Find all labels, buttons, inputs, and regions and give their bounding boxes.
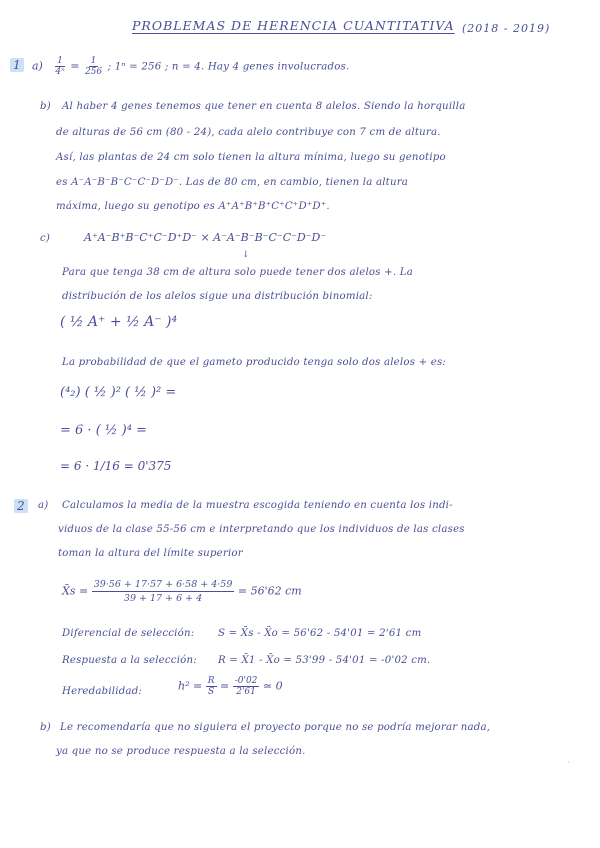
p1a-text: ; 1ⁿ = 256 ; n = 4. Hay 4 genes involucrados. (107, 61, 350, 73)
p1c-step-1: (⁴₂) ( ½ )² ( ½ )² = (60, 385, 177, 400)
p2a-line-1: Calculamos la media de la muestra escogida teniendo en cuenta los indi- (62, 500, 453, 511)
p2a-line-2: viduos de la clase 55-56 cm e interpretando que los individuos de las clases (58, 524, 465, 535)
p1c-step-2: = 6 · ( ½ )⁴ = (60, 423, 147, 438)
selection-differential-label: Diferencial de selección: (62, 628, 195, 639)
selection-response-eq: R = X̄1 - X̄o = 53'99 - 54'01 = -0'02 cm. (218, 655, 431, 666)
p1c-label: c) (40, 233, 51, 244)
p1c-step-3: = 6 · 1/16 = 0'375 (60, 459, 172, 473)
p1b-line-4: es A⁻A⁻B⁻B⁻C⁻C⁻D⁻D⁻. Las de 80 cm, en cambio, tienen la altura (56, 177, 409, 188)
p2b-label: b) (40, 722, 51, 733)
p2b-line-2: ya que no se produce respuesta a la selección. (56, 746, 306, 757)
heritability-fraction-values: $\frac{-0'02}{2'61}$ (234, 676, 258, 697)
p2a-label: a) (38, 500, 49, 511)
p1b-label: b) (40, 101, 51, 112)
school-year: (2018 - 2019) (462, 22, 551, 35)
p1b-line-2: de alturas de 56 cm (80 - 24), cada alelo contribuye con 7 cm de altura. (56, 127, 441, 138)
p1b-line-1: Al haber 4 genes tenemos que tener en cuenta 8 alelos. Siendo la horquilla (62, 101, 466, 112)
p2b-line-1: Le recomendaría que no siguiera el proyecto porque no se podría mejorar nada, (60, 722, 491, 733)
mean-fraction: $\frac{39\cdot 56 + 17\cdot 57 + 6\cdot 58 + 4\cdot 59}{39 + 17 + 6 + 4}$ (93, 579, 233, 604)
page-title: PROBLEMAS DE HERENCIA CUANTITATIVA (132, 18, 455, 33)
problem-2-number: 2 (14, 499, 28, 513)
p1b-line-5: máxima, luego su genotipo es A⁺A⁺B⁺B⁺C⁺C⁺D⁺D⁺. (56, 201, 330, 212)
p1b-line-3: Así, las plantas de 24 cm solo tienen la altura mínima, luego su genotipo (56, 152, 446, 163)
stray-mark: · (567, 758, 570, 767)
heritability-formula: h² = $\frac{R}{S}$ = $\frac{-0'02}{2'61}$ ≃ 0 (178, 676, 283, 697)
selection-differential-eq: S = X̄s - X̄o = 56'62 - 54'01 = 2'61 cm (218, 628, 422, 639)
p1c-line-1: Para que tenga 38 cm de altura solo puede tener dos alelos +. La (62, 267, 413, 278)
selection-response-label: Respuesta a la selección: (62, 655, 197, 666)
p2a-line-3: toman la altura del límite superior (58, 548, 243, 559)
problem-1a: a) $\frac{1}{\text{4ⁿ}}$ = $\frac{1}{256}$ ; 1ⁿ = 256 ; n = 4. Hay 4 genes involucrados. (32, 56, 350, 77)
problem-1-number: 1 (10, 58, 24, 72)
p1c-line-2: distribución de los alelos sigue una distribución binomial: (62, 291, 373, 302)
heritability-label: Heredabilidad: (62, 686, 143, 697)
arrow-mark: ↓ (242, 250, 250, 260)
mean-symbol: X̄s = (62, 584, 89, 598)
fraction-1-over-4n: $\frac{1}{\text{4ⁿ}}$ (55, 56, 65, 77)
p1c-prob-line: La probabilidad de que el gameto producido tenga solo dos alelos + es: (62, 357, 447, 368)
fraction-1-over-256: $\frac{1}{256}$ (84, 56, 103, 77)
p1c-cross: A⁺A⁻B⁺B⁻C⁺C⁻D⁺D⁻ × A⁻A⁻B⁻B⁻C⁻C⁻D⁻D⁻ (84, 231, 327, 244)
heritability-fraction-r-s: $\frac{R}{S}$ (207, 676, 215, 697)
mean-formula (62, 578, 302, 605)
mean-result: = 56'62 cm (237, 584, 302, 598)
p1c-binomial: ( ½ A⁺ + ½ A⁻ )⁴ (60, 314, 178, 330)
p1a-label: a) (32, 59, 43, 73)
